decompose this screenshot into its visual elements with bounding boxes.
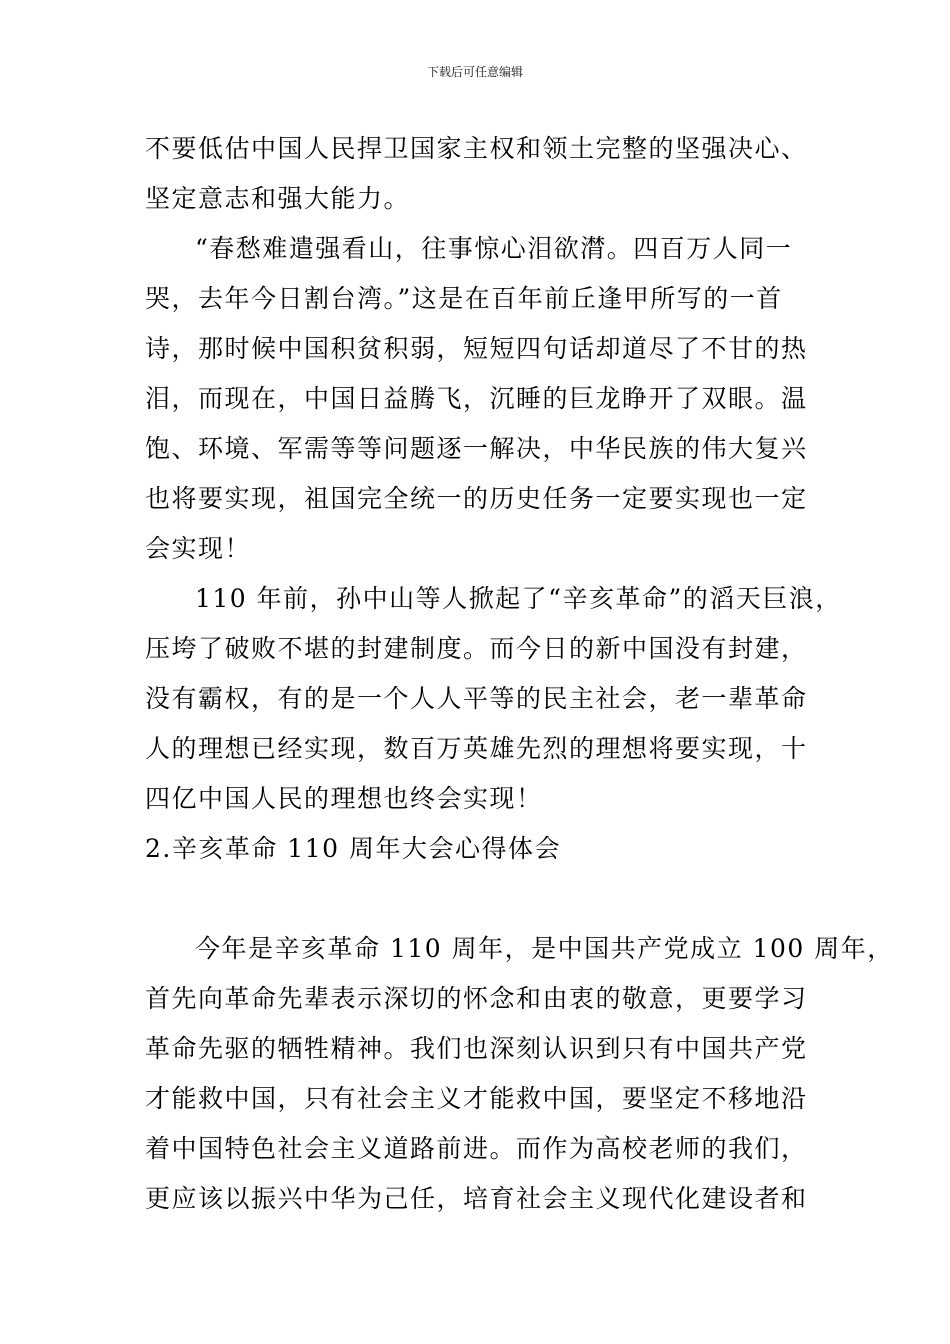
paragraph-line: 四亿中国人民的理想也终会实现！ bbox=[145, 784, 543, 813]
paragraph-line: 泪，而现在，中国日益腾飞，沉睡的巨龙睁开了双眼。温 bbox=[145, 384, 808, 413]
paragraph-line: 也将要实现，祖国完全统一的历史任务一定要实现也一定 bbox=[145, 484, 808, 513]
paragraph-line: 革命先驱的牺牲精神。我们也深刻认识到只有中国共产党 bbox=[145, 1034, 808, 1063]
paragraph-line: 饱、环境、军需等等问题逐一解决，中华民族的伟大复兴 bbox=[145, 434, 808, 463]
paragraph-line: 诗，那时候中国积贫积弱，短短四句话却道尽了不甘的热 bbox=[145, 334, 808, 363]
paragraph-line: 不要低估中国人民捍卫国家主权和领土完整的坚强决心、 bbox=[145, 134, 808, 163]
paragraph-line: 今年是辛亥革命 110 周年，是中国共产党成立 100 周年， bbox=[195, 934, 894, 963]
paragraph-line: 坚定意志和强大能力。 bbox=[145, 184, 411, 213]
paragraph-line: 首先向革命先辈表示深切的怀念和由衷的敬意，更要学习 bbox=[145, 984, 808, 1013]
paragraph-line: 人的理想已经实现，数百万英雄先烈的理想将要实现，十 bbox=[145, 734, 808, 763]
page-header: 下载后可任意编辑 bbox=[426, 65, 523, 79]
paragraph-line: 会实现！ bbox=[145, 534, 252, 563]
paragraph-line: 压垮了破败不堪的封建制度。而今日的新中国没有封建， bbox=[145, 634, 808, 663]
paragraph-line: “春愁难遣强看山，往事惊心泪欲潸。四百万人同一 bbox=[195, 234, 793, 263]
blank-gap bbox=[145, 874, 813, 924]
paragraph-line: 才能救中国，只有社会主义才能救中国，要坚定不移地沿 bbox=[145, 1084, 808, 1113]
document-body bbox=[145, 124, 894, 1224]
paragraph-line: 着中国特色社会主义道路前进。而作为高校老师的我们， bbox=[145, 1134, 808, 1163]
paragraph-line: 更应该以振兴中华为己任，培育社会主义现代化建设者和 bbox=[145, 1184, 808, 1213]
paragraph-line: 没有霸权，有的是一个人人平等的民主社会，老一辈革命 bbox=[145, 684, 808, 713]
paragraph-line: 110 年前，孙中山等人掀起了“辛亥革命”的滔天巨浪， bbox=[195, 584, 842, 613]
section-heading: 2.辛亥革命 110 周年大会心得体会 bbox=[145, 834, 561, 863]
paragraph-line: 哭，去年今日割台湾。”这是在百年前丘逢甲所写的一首 bbox=[145, 284, 783, 313]
